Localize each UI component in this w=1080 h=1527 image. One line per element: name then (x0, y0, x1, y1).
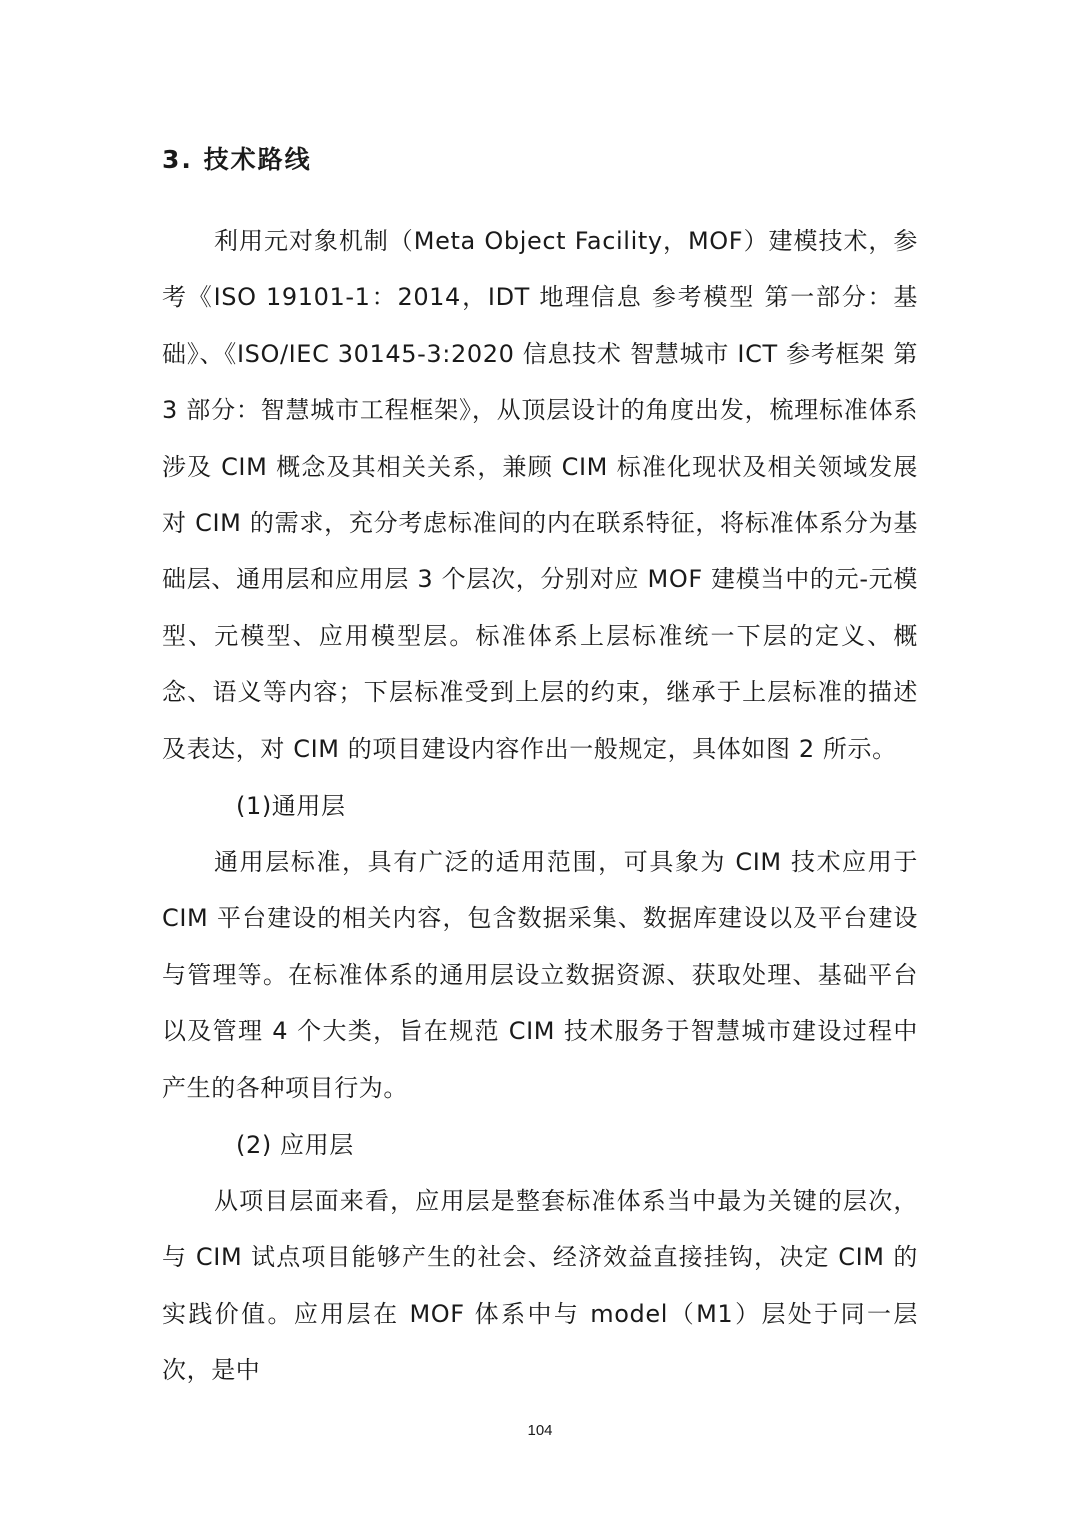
subheading-application-layer: (2) 应用层 (236, 1131, 354, 1159)
paragraph-general-layer: 通用层标准，具有广泛的适用范围，可具象为 CIM 技术应用于 CIM 平台建设的相关内容，包含数据采集、数据库建设以及平台建设与管理等。在标准体系的通用层设立数据资源、获取处理、基础平台以及管理 4 个大类，旨在规范 CIM 技术服务于智慧城市建设过程中产生的各种项目行为。 (162, 848, 918, 1102)
section-heading: 3. 技术路线 (162, 145, 312, 174)
paragraph-technical-route: 利用元对象机制（Meta Object Facility，MOF）建模技术，参考《ISO 19101-1：2014，IDT 地理信息 参考模型 第一部分：基础》、《ISO/IEC 30145-3:2020 信息技术 智慧城市 ICT 参考框架 第 3 部分：智慧城市工程框架》，从顶层设计的角度出发，梳理标准体系涉及 CIM 概念及其相关关系，兼顾 CIM 标准化现状及相关领域发展对 CIM 的需求，充分考虑标准间的内在联系特征，将标准体系分为基础层、通用层和应用层 3 个层次，分别对应 MOF 建模当中的元-元模型、元模型、应用模型层。标准体系上层标准统一下层的定义、概念、语义等内容；下层标准受到上层的约束，继承于上层标准的描述及表达，对 CIM 的项目建设内容作出一般规定，具体如图 2 所示。 (162, 227, 918, 763)
subheading-general-layer: (1)通用层 (236, 792, 346, 820)
paragraph-application-layer: 从项目层面来看，应用层是整套标准体系当中最为关键的层次，与 CIM 试点项目能够产生的社会、经济效益直接挂钩，决定 CIM 的实践价值。应用层在 MOF 体系中与 model（M1）层处于同一层次，是中 (162, 1187, 918, 1385)
page-number: 104 (527, 1422, 553, 1439)
